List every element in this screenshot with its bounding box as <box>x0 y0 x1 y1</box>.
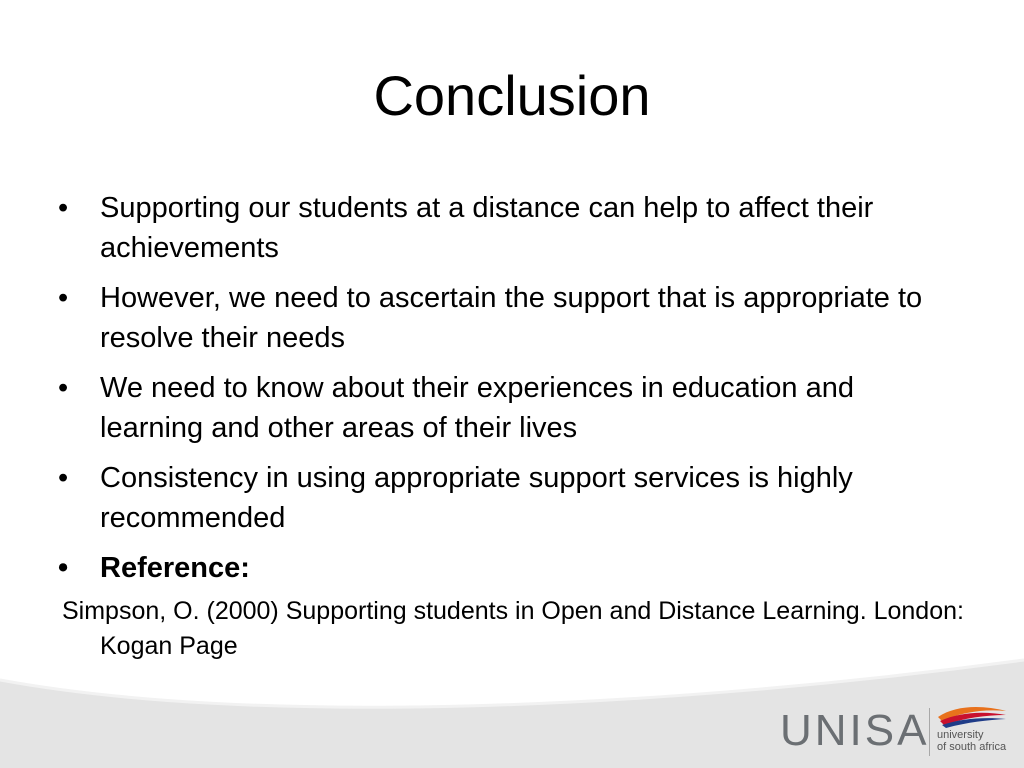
logo-subtitle-line1: university <box>937 729 984 741</box>
bullet-item-reference-heading <box>58 548 958 588</box>
bullet-item <box>58 278 958 358</box>
bullet-dot: • <box>58 462 69 494</box>
bullet-item <box>58 458 958 538</box>
logo-divider <box>929 708 930 756</box>
bullet-text: Consistency in using appropriate support services is highly recommended <box>100 462 853 534</box>
logo-subtitle <box>937 729 1006 753</box>
bullet-dot: • <box>58 282 69 314</box>
reference-citation: Simpson, O. (2000) Supporting students in Open and Distance Learning. London: Kogan Page <box>62 597 964 660</box>
bullet-item <box>58 368 958 448</box>
bullet-text: However, we need to ascertain the support that is appropriate to resolve their needs <box>100 282 923 354</box>
logo-subtitle-line2: of south africa <box>937 741 1007 753</box>
bullet-text: We need to know about their experiences in education and learning and other areas of their lives <box>100 372 854 444</box>
unisa-swoosh-icon <box>936 703 1008 729</box>
bullet-list <box>58 188 958 598</box>
logo-wordmark: UNISA <box>780 706 930 755</box>
bullet-text: Reference: <box>100 552 250 584</box>
slide-title: Conclusion <box>373 64 651 127</box>
bullet-dot: • <box>58 552 69 584</box>
bullet-item <box>58 188 958 268</box>
bullet-dot: • <box>58 372 69 404</box>
bullet-text: Supporting our students at a distance can help to affect their achievements <box>100 192 874 264</box>
bullet-dot: • <box>58 192 69 224</box>
